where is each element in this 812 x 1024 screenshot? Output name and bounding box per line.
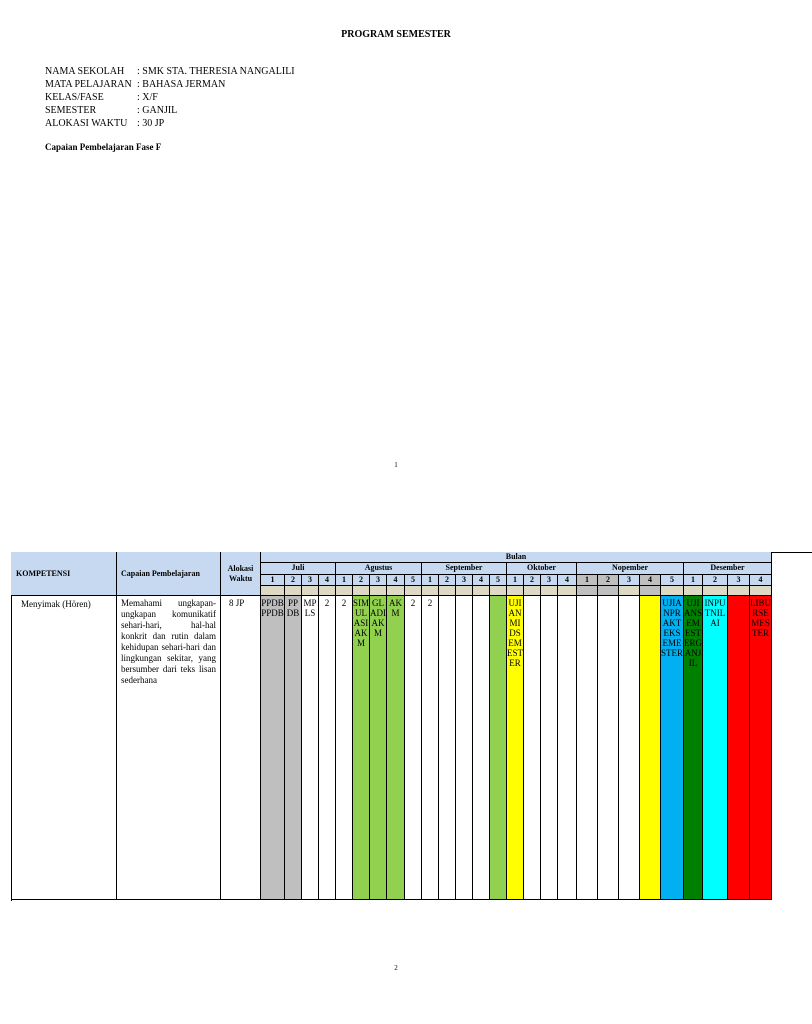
week-header: 4 <box>640 575 661 586</box>
info-label: SEMESTER <box>45 105 97 116</box>
week-header: 3 <box>370 575 387 586</box>
info-value: : 30 JP <box>137 118 165 129</box>
week-header: 3 <box>728 575 750 586</box>
schedule-cell <box>524 596 541 900</box>
schedule-cell <box>541 596 558 900</box>
schedule-cell <box>439 596 456 900</box>
week-header: 2 <box>598 575 619 586</box>
week-spacer <box>640 586 661 596</box>
schedule-cell <box>558 596 577 900</box>
week-header: 2 <box>703 575 728 586</box>
info-value: : BAHASA JERMAN <box>137 79 226 90</box>
page-title: PROGRAM SEMESTER <box>341 29 451 40</box>
week-header: 1 <box>507 575 524 586</box>
week-header: 1 <box>684 575 703 586</box>
week-header: 5 <box>405 575 422 586</box>
row-capaian: Memahami ungkapan-ungkapan komunikatif sehari-hari, hal-hal konkrit dan rutin dalam kehidupan sehari-hari dan lingkungan sekitar, yang bersumber dari teks lisan sederhana <box>117 596 221 900</box>
week-spacer <box>439 586 456 596</box>
schedule-cell: INPUTNILAI <box>703 596 728 900</box>
week-spacer <box>684 586 703 596</box>
info-label: NAMA SEKOLAH <box>45 66 125 77</box>
week-header: 4 <box>319 575 336 586</box>
week-header: 4 <box>750 575 772 586</box>
week-spacer <box>507 586 524 596</box>
schedule-cell: MPLS <box>302 596 319 900</box>
header-capaian: Capaian Pembelajaran <box>117 552 221 596</box>
week-spacer <box>728 586 750 596</box>
week-header: 4 <box>473 575 490 586</box>
schedule-cell: AKM <box>387 596 405 900</box>
schedule-cell <box>577 596 598 900</box>
schedule-cell: UJIANMIDSEMESTER <box>507 596 524 900</box>
schedule-cell: 2 <box>336 596 353 900</box>
month-header: Agustus <box>336 563 422 575</box>
schedule-cell <box>490 596 507 900</box>
week-spacer <box>319 586 336 596</box>
week-header: 1 <box>261 575 285 586</box>
week-spacer <box>558 586 577 596</box>
info-value: : X/F <box>137 92 158 103</box>
week-header: 3 <box>302 575 319 586</box>
month-header: September <box>422 563 507 575</box>
week-header: 2 <box>285 575 302 586</box>
month-header: Oktober <box>507 563 577 575</box>
info-value: : GANJIL <box>137 105 178 116</box>
info-value: : SMK STA. THERESIA NANGALILI <box>137 66 295 77</box>
schedule-cell: LIBURSEMESTER <box>750 596 772 900</box>
week-spacer <box>261 586 285 596</box>
week-spacer <box>703 586 728 596</box>
header-bulan: Bulan <box>261 552 772 563</box>
week-spacer <box>456 586 473 596</box>
week-spacer <box>285 586 302 596</box>
row-kompetensi: Menyimak (Hören) <box>11 596 117 900</box>
page-number: 2 <box>394 964 398 972</box>
schedule-cell <box>619 596 640 900</box>
week-header: 3 <box>619 575 640 586</box>
week-header: 4 <box>387 575 405 586</box>
week-spacer <box>541 586 558 596</box>
header-alokasi-waktu: Alokasi Waktu <box>221 552 261 596</box>
week-spacer <box>387 586 405 596</box>
schedule-cell <box>473 596 490 900</box>
week-header: 1 <box>422 575 439 586</box>
week-header: 1 <box>336 575 353 586</box>
week-spacer <box>422 586 439 596</box>
schedule-cell <box>728 596 750 900</box>
week-header: 5 <box>661 575 684 586</box>
week-header: 2 <box>353 575 370 586</box>
week-spacer <box>405 586 422 596</box>
week-header: 2 <box>524 575 541 586</box>
row-alokasi: 8 JP <box>221 596 261 900</box>
week-spacer <box>353 586 370 596</box>
week-spacer <box>577 586 598 596</box>
header-kompetensi: KOMPETENSI <box>11 552 117 596</box>
schedule-cell: 2 <box>405 596 422 900</box>
month-header: Juli <box>261 563 336 575</box>
info-label: MATA PELAJARAN <box>45 79 132 90</box>
week-spacer <box>302 586 319 596</box>
week-spacer <box>524 586 541 596</box>
schedule-cell <box>640 596 661 900</box>
week-header: 5 <box>490 575 507 586</box>
week-spacer <box>619 586 640 596</box>
schedule-cell: GLADIAKM <box>370 596 387 900</box>
week-spacer <box>750 586 772 596</box>
month-header: Desember <box>684 563 772 575</box>
schedule-cell <box>456 596 473 900</box>
schedule-cell: PPDB PPDB <box>261 596 285 900</box>
week-header: 3 <box>541 575 558 586</box>
page-number: 1 <box>394 461 398 469</box>
schedule-cell: UJIANPRAKTEKSEMESTER <box>661 596 684 900</box>
schedule-cell: 2 <box>422 596 439 900</box>
schedule-cell: 2 <box>319 596 336 900</box>
schedule-cell: UJIANSEMESTERGANJIL <box>684 596 703 900</box>
month-header: Nopember <box>577 563 684 575</box>
info-label: ALOKASI WAKTU <box>45 118 128 129</box>
week-header: 1 <box>577 575 598 586</box>
week-header: 2 <box>439 575 456 586</box>
schedule-cell <box>598 596 619 900</box>
schedule-cell: PPDB <box>285 596 302 900</box>
info-label: KELAS/FASE <box>45 92 104 103</box>
week-spacer <box>598 586 619 596</box>
week-spacer <box>661 586 684 596</box>
week-spacer <box>473 586 490 596</box>
week-header: 3 <box>456 575 473 586</box>
capaian-heading: Capaian Pembelajaran Fase F <box>45 142 162 152</box>
schedule-cell: SIMULASIAKM <box>353 596 370 900</box>
week-spacer <box>336 586 353 596</box>
week-spacer <box>370 586 387 596</box>
week-spacer <box>490 586 507 596</box>
week-header: 4 <box>558 575 577 586</box>
